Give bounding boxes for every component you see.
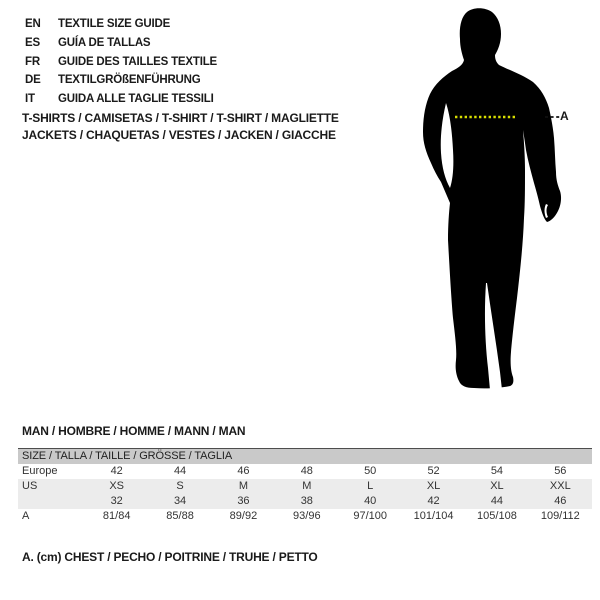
size-value-cell: 52 <box>427 465 440 477</box>
size-value-cell: 46 <box>554 495 567 507</box>
section-title-man: MAN / HOMBRE / HOMME / MANN / MAN <box>22 424 246 438</box>
size-value-cell: 50 <box>364 465 377 477</box>
size-table <box>18 448 592 524</box>
size-value-cell: 44 <box>490 495 504 507</box>
size-value-cell: 38 <box>300 495 313 507</box>
size-table-row <box>18 494 592 509</box>
size-value-cell: XL <box>490 480 504 492</box>
language-list <box>25 15 217 108</box>
size-value-cell: S <box>176 480 184 492</box>
size-row-label: US <box>22 480 38 492</box>
size-value-cell: 42 <box>427 495 440 507</box>
size-value-cell: XS <box>109 480 125 492</box>
size-value-cell: 42 <box>110 465 123 477</box>
language-code: IT <box>25 93 35 106</box>
size-value-cell: 32 <box>110 495 123 507</box>
language-label: GUÍA DE TALLAS <box>58 37 151 50</box>
man-silhouette-figure <box>395 0 600 400</box>
language-label: GUIDA ALLE TAGLIE TESSILI <box>58 93 214 106</box>
size-value-cell: 97/100 <box>353 510 388 522</box>
language-row <box>25 90 217 109</box>
size-value-cell: 85/88 <box>166 510 194 522</box>
language-code: DE <box>25 74 41 87</box>
size-value-cell: XXL <box>549 480 571 492</box>
language-row <box>25 71 217 90</box>
language-code: ES <box>25 37 40 50</box>
language-label: TEXTILGRÖßENFÜHRUNG <box>58 74 201 87</box>
size-value-cell: M <box>302 480 312 492</box>
size-value-cell: 46 <box>237 465 250 477</box>
size-value-cell: 40 <box>364 495 377 507</box>
size-value-cell: 81/84 <box>102 510 131 522</box>
size-value-cell: 44 <box>173 465 187 477</box>
size-row-label: Europe <box>22 465 58 477</box>
size-table-body <box>18 464 592 524</box>
language-label: TEXTILE SIZE GUIDE <box>58 18 171 31</box>
size-table-header: SIZE / TALLA / TAILLE / GRÖSSE / TAGLIA <box>18 448 592 464</box>
size-table-row <box>18 464 592 479</box>
size-value-cell: 105/108 <box>477 510 517 522</box>
size-value-cell: 93/96 <box>293 510 321 522</box>
category-lines <box>22 110 339 145</box>
size-value-cell: 36 <box>237 495 250 507</box>
size-value-cell: M <box>238 480 249 492</box>
size-row-label <box>18 494 85 509</box>
chest-pointer-label: A <box>560 109 569 123</box>
language-code: FR <box>25 55 40 68</box>
size-value-cell: XL <box>426 480 441 492</box>
size-table-row <box>18 479 592 494</box>
measurement-footnote: A. (cm) CHEST / PECHO / POITRINE / TRUHE / PETTO <box>22 550 318 564</box>
size-value-cell: 56 <box>554 465 567 477</box>
category-tshirts: T-SHIRTS / CAMISETAS / T-SHIRT / T-SHIRT / MAGLIETTE <box>22 111 339 125</box>
size-value-cell: 54 <box>490 465 504 477</box>
language-row <box>25 34 217 53</box>
language-row <box>25 15 217 34</box>
size-value-cell: 34 <box>173 495 187 507</box>
size-value-cell: L <box>367 480 374 492</box>
language-row <box>25 52 217 71</box>
size-value-cell: 48 <box>300 465 313 477</box>
size-value-cell: 89/92 <box>229 510 258 522</box>
size-value-cell: 101/104 <box>413 510 454 522</box>
category-jackets: JACKETS / CHAQUETAS / VESTES / JACKEN / GIACCHE <box>22 128 336 143</box>
size-table-row <box>18 509 592 524</box>
language-code: EN <box>25 18 41 31</box>
size-value-cell: 109/112 <box>540 510 580 522</box>
size-row-label: A <box>22 510 30 522</box>
language-label: GUIDE DES TAILLES TEXTILE <box>58 55 217 68</box>
